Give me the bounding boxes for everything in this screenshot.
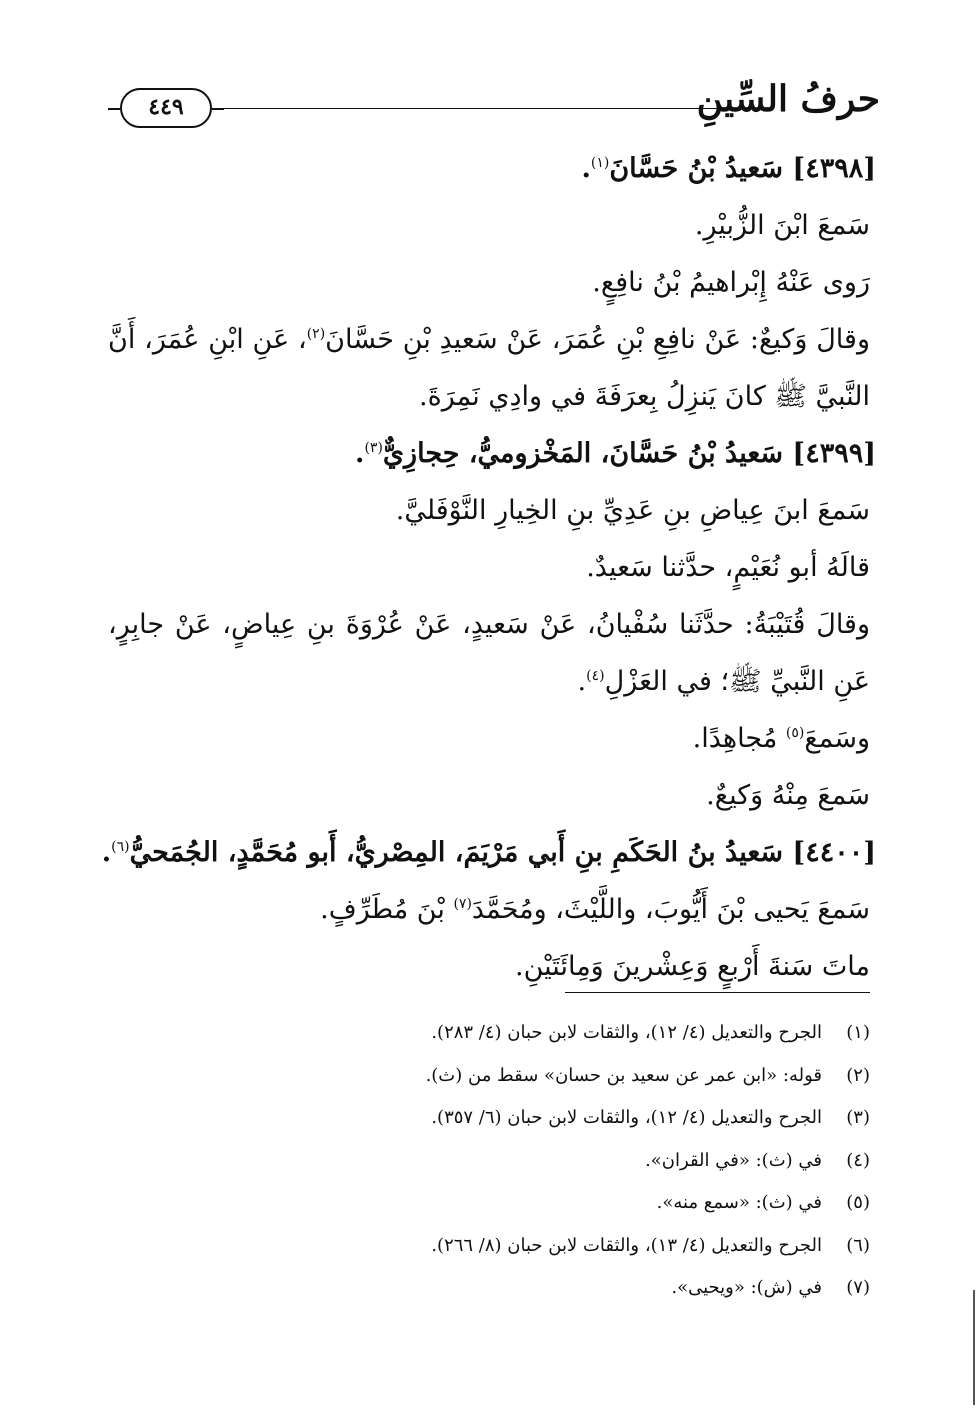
header-rule bbox=[218, 108, 730, 109]
text-segment: . bbox=[577, 666, 587, 697]
footnote-ref: (٦) bbox=[111, 839, 130, 855]
entry-name: سَعيدُ بْنُ حَسَّانَ، المَخْزوميُّ، حِجازِيٌّ bbox=[382, 438, 784, 469]
footnote-text: الجرح والتعديل (٤/ ١٣)، والثقات لابن حبان (٨/ ٢٦٦). bbox=[431, 1234, 822, 1256]
footnote-number: (٧) bbox=[846, 1277, 870, 1298]
footnote-number: (٤) bbox=[846, 1149, 870, 1171]
entry-number: [٤٣٩٨] bbox=[792, 153, 876, 184]
footnote-ref: (٢) bbox=[306, 326, 326, 342]
entry-name: سَعيدُ بْنُ حَسَّانَ bbox=[609, 153, 784, 184]
footnote bbox=[108, 1012, 870, 1055]
text-segment: مُجاهِدًا. bbox=[692, 723, 786, 754]
text-line: وقالَ قُتَيْبَةُ: حدَّثَنا سُفْيانُ، عَنْ سَعيدٍ، عَنْ عُرْوَةَ بنِ عِياضٍ، عَنْ جابِرٍ، bbox=[108, 609, 870, 640]
entry-heading bbox=[101, 824, 876, 881]
entry-heading bbox=[108, 140, 876, 197]
running-title: حرفُ السِّينِ bbox=[696, 78, 880, 120]
footnote-ref: (٧) bbox=[453, 896, 472, 912]
text-line: سَمعَ ابْنَ الزُّبيْرِ. bbox=[694, 210, 870, 241]
text-segment: ، عَنِ ابْنِ عُمَرَ، أَنَّ bbox=[108, 324, 307, 355]
entry-number: [٤٤٠٠] bbox=[792, 837, 876, 868]
footnote-ref: (١) bbox=[590, 155, 610, 171]
footnote-number: (٣) bbox=[846, 1107, 870, 1128]
footnote bbox=[108, 1267, 870, 1310]
text-line: سَمعَ ابنَ عِياضِ بنِ عَدِيِّ بنِ الخِيارِ النَّوْفَليَّ. bbox=[395, 495, 870, 526]
punctuation: . bbox=[355, 438, 365, 469]
entry-name: سَعيدُ بنُ الحَكَمِ بنِ أَبي مَرْيَمَ، المِصْريُّ، أَبو مُحَمَّدٍ، الجُمَحيُّ bbox=[129, 837, 784, 868]
text-line: سَمعَ مِنْهُ وَكيعٌ. bbox=[706, 780, 870, 811]
footnote bbox=[108, 1055, 870, 1098]
page-number: ٤٤٩ bbox=[120, 88, 212, 128]
footnote-number: (٢) bbox=[846, 1064, 870, 1086]
punctuation: . bbox=[101, 837, 112, 868]
entry-number: [٤٣٩٩] bbox=[792, 438, 876, 469]
text-line: النَّبيَّ ﷺ كانَ يَنزِلُ بِعرَفَةَ في وادِي نَمِرَةَ. bbox=[419, 381, 870, 412]
text-line: قالَهُ أبو نُعَيْمٍ، حدَّثنا سَعيدٌ. bbox=[586, 552, 870, 583]
text-segment: وسَمعَ bbox=[804, 723, 870, 754]
footnotes bbox=[108, 1012, 870, 1310]
footnote-separator bbox=[565, 992, 870, 993]
footnote-text: الجرح والتعديل (٤/ ١٢)، والثقات لابن حبان (٦/ ٣٥٧). bbox=[431, 1107, 822, 1128]
footnote-text: في (ث): «في القران». bbox=[645, 1149, 822, 1171]
text-line: رَوى عَنْهُ إِبْراهيمُ بْنُ نافِعٍ. bbox=[592, 267, 870, 298]
footnote-text: الجرح والتعديل (٤/ ١٢)، والثقات لابن حبان (٤/ ٢٨٣). bbox=[431, 1022, 822, 1043]
footnote bbox=[108, 1225, 870, 1268]
entry-heading bbox=[108, 425, 876, 482]
footnote-ref: (٣) bbox=[364, 440, 383, 456]
footnote bbox=[108, 1182, 870, 1225]
scan-edge-mark bbox=[973, 1290, 975, 1405]
footnote-text: في (ث): «سمع منه». bbox=[656, 1192, 822, 1213]
text-line bbox=[108, 710, 870, 767]
text-segment: سَمعَ يَحيى بْنَ أَيُّوبَ، واللَّيْثَ، ومُحَمَّدَ bbox=[471, 894, 870, 925]
text-line bbox=[108, 311, 870, 368]
main-text bbox=[101, 140, 876, 995]
text-segment: وقالَ وَكيعٌ: عَنْ نافِعِ بْنِ عُمَرَ، عَنْ سَعيدِ بْنِ حَسَّانَ bbox=[325, 324, 870, 355]
footnote-number: (١) bbox=[846, 1022, 870, 1043]
footnote bbox=[108, 1140, 870, 1183]
text-segment: عَنِ النَّبيِّ ﷺ؛ في العَزْلِ bbox=[604, 666, 870, 697]
page-header bbox=[120, 78, 880, 138]
punctuation: . bbox=[581, 153, 591, 184]
footnote-ref: (٤) bbox=[586, 668, 605, 684]
footnote-number: (٥) bbox=[846, 1192, 870, 1213]
footnote-number: (٦) bbox=[846, 1234, 870, 1256]
footnote-ref: (٥) bbox=[785, 725, 805, 741]
text-line bbox=[108, 653, 870, 710]
footnote-text: قوله: «ابن عمر عن سعيد بن حسان» سقط من (ث). bbox=[425, 1064, 822, 1086]
footnote-text: في (ش): «ويحيى». bbox=[671, 1277, 822, 1298]
text-line: ماتَ سَنةَ أَرْبعٍ وَعِشْرينَ وَمِائَتَيْنِ. bbox=[515, 951, 870, 982]
text-segment: بْنَ مُطَرِّفٍ. bbox=[320, 894, 454, 925]
footnote bbox=[108, 1097, 870, 1140]
text-line bbox=[108, 881, 870, 938]
